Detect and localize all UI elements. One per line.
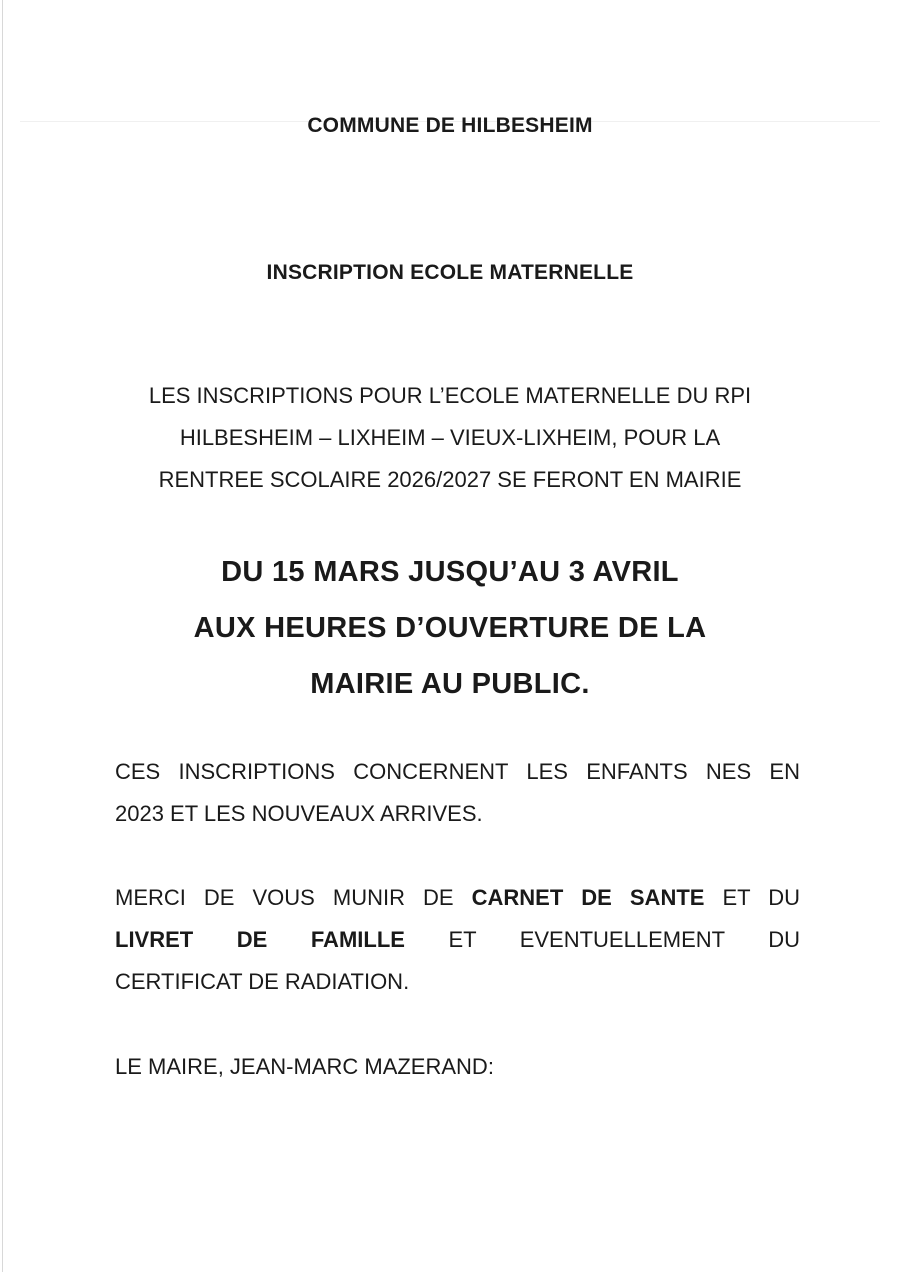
intro-paragraph xyxy=(0,375,900,501)
dates-announcement xyxy=(0,544,900,712)
commune-title: COMMUNE DE HILBESHEIM xyxy=(307,114,593,137)
intro-line-2: HILBESHEIM – LIXHEIM – VIEUX-LIXHEIM, POUR LA xyxy=(179,425,721,450)
dates-line-2: AUX HEURES D’OUVERTURE DE LA xyxy=(193,612,707,644)
documents-prefix: MERCI DE VOUS MUNIR DE xyxy=(115,885,472,910)
dates-line-3: MAIRIE AU PUBLIC. xyxy=(310,668,590,700)
document-subject: INSCRIPTION ECOLE MATERNELLE xyxy=(266,261,634,284)
signature-line: LE MAIRE, JEAN-MARC MAZERAND: xyxy=(115,1054,494,1079)
documents-middle: ET EVENTUELLEMENT DU xyxy=(404,927,800,952)
documents-line-2 xyxy=(115,919,800,961)
intro-line-3: RENTREE SCOLAIRE 2026/2027 SE FERONT EN MAIRIE xyxy=(158,467,742,492)
concern-line-2: 2023 ET LES NOUVEAUX ARRIVES. xyxy=(115,801,483,826)
concern-paragraph xyxy=(115,751,800,835)
documents-line-1 xyxy=(115,877,800,919)
documents-and-the: ET DU xyxy=(704,885,800,910)
concern-line-1: CES INSCRIPTIONS CONCERNENT LES ENFANTS NES EN xyxy=(115,759,800,784)
intro-line-1: LES INSCRIPTIONS POUR L’ECOLE MATERNELLE DU RPI xyxy=(148,383,752,408)
documents-paragraph xyxy=(115,877,800,1003)
dates-line-1: DU 15 MARS JUSQU’AU 3 AVRIL xyxy=(221,556,679,588)
family-book-label: LIVRET DE FAMILLE xyxy=(115,927,405,952)
documents-line-3: CERTIFICAT DE RADIATION. xyxy=(115,969,410,994)
health-book-label: CARNET DE SANTE xyxy=(471,885,705,910)
